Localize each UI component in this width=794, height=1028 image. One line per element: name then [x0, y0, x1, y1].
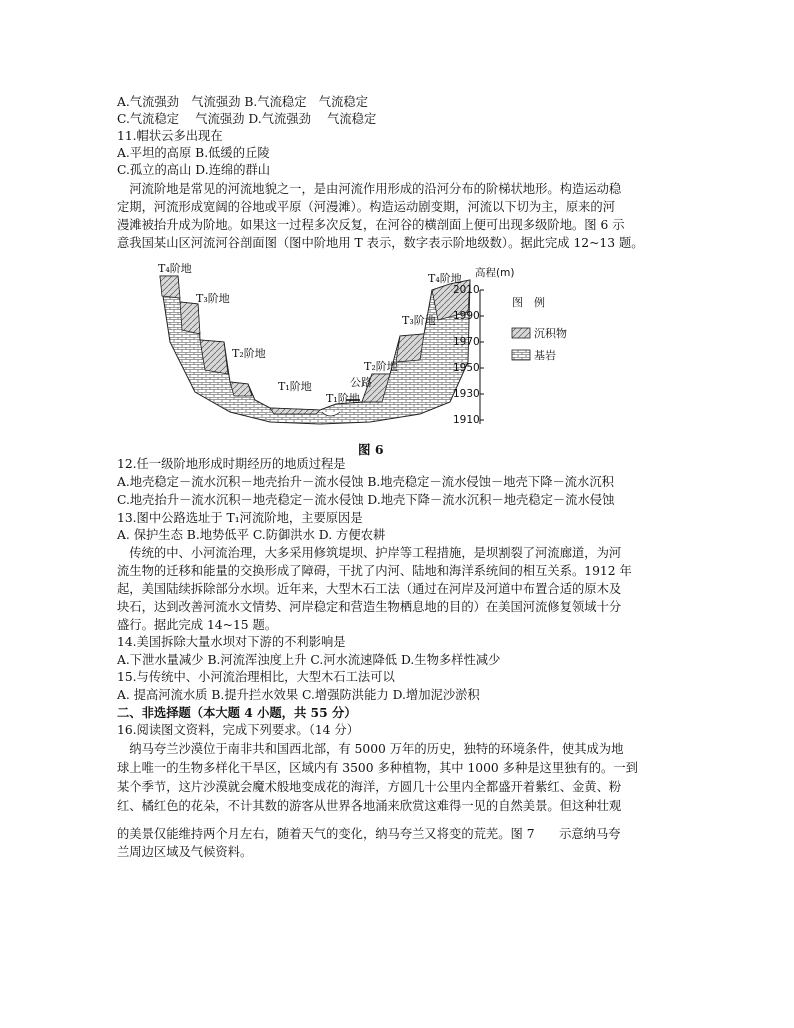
q11-options-cd: C.孤立的高山 D.连绵的群山	[117, 163, 271, 177]
q11-options-ab: A.平坦的高原 B.低缓的丘陵	[117, 146, 270, 160]
sediment-t3-left	[180, 302, 200, 334]
legend-title: 图 例	[512, 296, 545, 309]
section-heading-nonchoice: 二、非选择题（本大题 4 小题，共 55 分）	[117, 705, 357, 720]
axis-title: 高程(m)	[475, 267, 515, 279]
passage-namaqua-line6: 兰周边区域及气候资料。	[117, 845, 253, 859]
sediment-t4-left	[160, 276, 180, 298]
passage-terrace-line1: 河流阶地是常见的河流地貌之一，是由河流作用形成的沿河分布的阶梯状地形。构造运动稳	[117, 182, 622, 196]
passage-namaqua-line4: 红、橘红色的花朵，不计其数的游客从世界各地涌来欣赏这难得一见的自然美景。但这种壮观	[117, 799, 622, 813]
passage-river-line5: 盛行。据此完成 14~15 题。	[117, 618, 278, 632]
tick-1970: 1970	[453, 336, 480, 348]
legend-label-sediment: 沉积物	[534, 327, 567, 340]
passage-namaqua-line3: 某个季节，这片沙漠就会魔术般地变成花的海洋，方圆几十公里内全都盛开着紫红、金黄、粉	[117, 780, 622, 794]
q15-options: A. 提高河流水质 B.提升拦水效果 C.增强防洪能力 D.增加泥沙淤积	[117, 688, 480, 702]
label-t2-left: T₂阶地	[232, 347, 266, 360]
q16-stem: 16.阅读图文资料，完成下列要求。（14 分）	[117, 723, 360, 737]
passage-terrace-line3: 漫滩被抬升成为阶地。如果这一过程多次反复，在河谷的横剖面上便可出现多级阶地。图 6 示	[117, 218, 625, 232]
axis-ticks	[480, 290, 484, 420]
tick-2010: 2010	[453, 284, 480, 296]
passage-terrace-line2: 定期，河流形成宽阔的谷地或平原（河漫滩）。构造运动剧变期，河流以下切为主，原来的河	[117, 200, 616, 214]
sediment-t1-bottom	[270, 408, 320, 414]
label-t2-right: T₂阶地	[364, 360, 398, 373]
tick-1990: 1990	[453, 310, 480, 322]
legend-swatch-sediment	[512, 328, 530, 338]
sediment-t1-left	[230, 382, 252, 396]
tick-1910: 1910	[453, 414, 480, 426]
label-t3-right: T₃阶地	[402, 314, 436, 327]
tick-1950: 1950	[453, 362, 480, 374]
passage-namaqua-line1: 纳马夸兰沙漠位于南非共和国西北部，有 5000 万年的历史，独特的环境条件，使其成为地	[117, 742, 624, 756]
q13-stem: 13.图中公路选址于 T₁河流阶地，主要原因是	[117, 511, 363, 525]
q14-stem: 14.美国拆除大量水坝对下游的不利影响是	[117, 635, 346, 649]
label-road: 公路	[350, 376, 372, 389]
q12-stem: 12.任一级阶地形成时期经历的地质过程是	[117, 457, 346, 471]
passage-namaqua-line5: 的美景仅能维持两个月左右，随着天气的变化，纳马夸兰又将变的荒芜。图 7 示意纳马夸	[117, 827, 621, 841]
q15-stem: 15.与传统中、小河流治理相比，大型木石工法可以	[117, 670, 395, 684]
label-t1-bottom: T₁阶地	[326, 392, 360, 405]
passage-terrace-line4: 意我国某山区河流河谷剖面图（图中阶地用 T 表示，数字表示阶地级数）。据此完成 12~13 题。	[117, 236, 644, 250]
q12-options-ab: A.地壳稳定－流水沉积－地壳抬升－流水侵蚀 B.地壳稳定－流水侵蚀－地壳下降－流水沉积	[117, 475, 614, 489]
q12-options-cd: C.地壳抬升－流水沉积－地壳稳定－流水侵蚀 D.地壳下降－流水沉积－地壳稳定－流水侵蚀	[117, 493, 615, 507]
label-t1-left: T₁阶地	[278, 380, 312, 393]
q14-options: A.下泄水量减少 B.河流浑浊度上升 C.河水流速降低 D.生物多样性减少	[117, 653, 501, 667]
passage-river-line2: 流生物的迁移和能量的交换形成了障碍，干扰了内河、陆地和海洋系统间的相互关系。1912 年	[117, 564, 632, 578]
passage-river-line1: 传统的中、小河流治理，大多采用修筑堤坝、护岸等工程措施，是坝割裂了河流廊道，为河	[117, 546, 622, 560]
q10-options-ab: A.气流强劲 气流强劲 B.气流稳定 气流稳定	[117, 95, 368, 109]
legend-label-bedrock: 基岩	[534, 349, 556, 362]
passage-namaqua-line2: 球上唯一的生物多样化干旱区，区域内有 3500 多种植物，其中 1000 多种是这里独有的。一到	[117, 761, 638, 775]
q13-options: A. 保护生态 B.地势低平 C.防御洪水 D. 方便农耕	[117, 528, 386, 542]
legend-swatch-bedrock	[512, 350, 530, 360]
passage-river-line3: 起，美国陆续拆除部分水坝。近年来，大型木石工法（通过在河岸及河道中布置合适的原木及	[117, 582, 622, 596]
label-t4-right: T₄阶地	[428, 272, 462, 285]
sediment-t3-right	[396, 334, 424, 362]
passage-river-line4: 块石，达到改善河流水文情势、河岸稳定和营造生物栖息地的目的）在美国河流修复领域十分	[117, 600, 622, 614]
q11-stem: 11.帽状云多出现在	[117, 129, 223, 143]
tick-1930: 1930	[453, 388, 480, 400]
label-t4-left: T₄阶地	[158, 262, 192, 275]
q10-options-cd: C.气流稳定 气流强劲 D.气流强劲 气流稳定	[117, 112, 377, 126]
figure-6-river-valley-profile	[150, 262, 570, 440]
figure-6-caption: 图 6	[358, 442, 384, 457]
label-t3-left: T₃阶地	[196, 292, 230, 305]
